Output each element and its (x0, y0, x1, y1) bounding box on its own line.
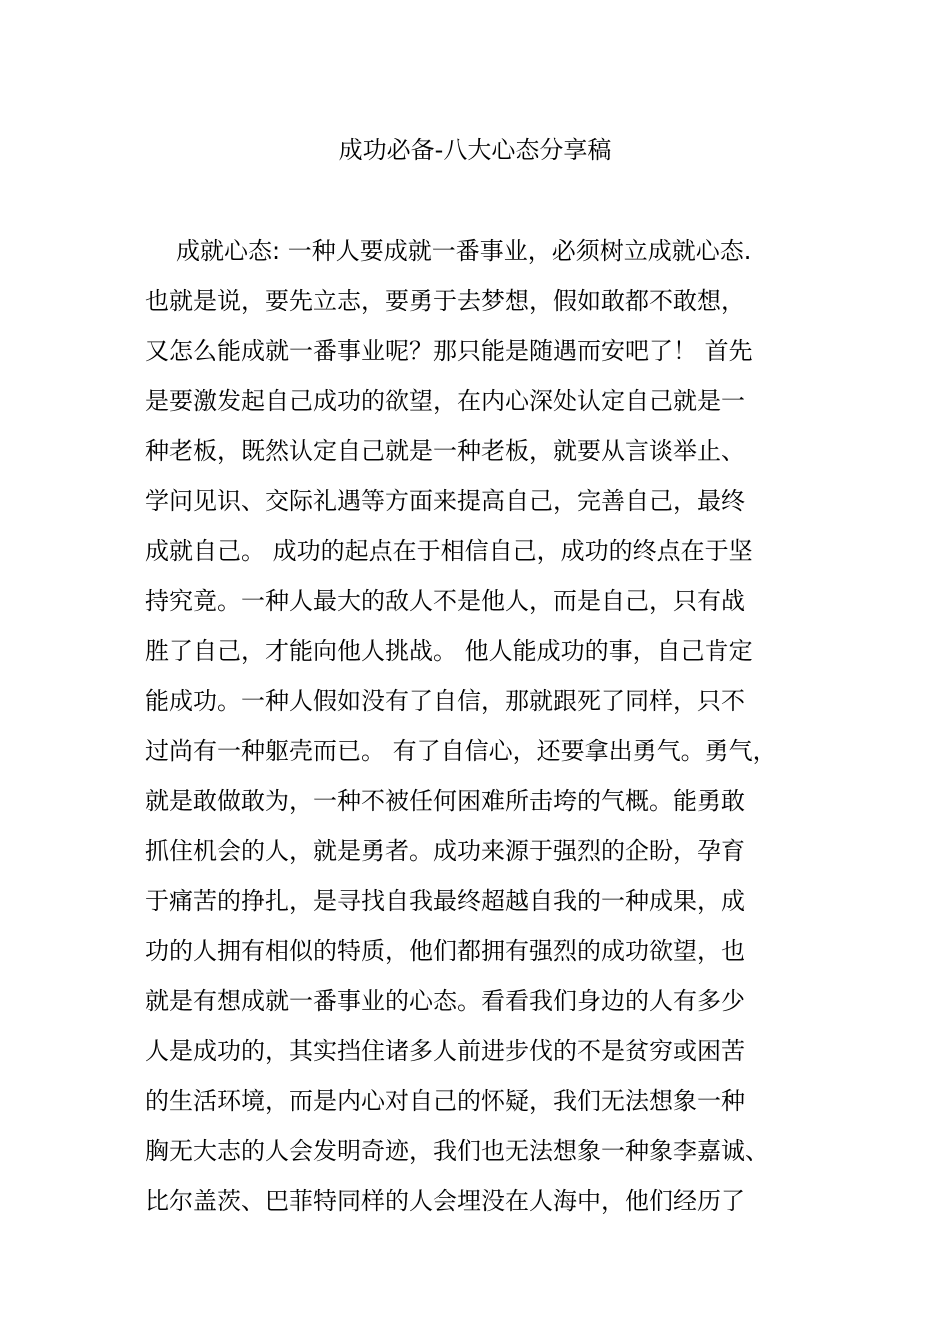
text-line: 于痛苦的挣扎，是寻找自我最终超越自我的一种成果，成 (145, 887, 745, 915)
text-line: 人是成功的，其实挡住诸多人前进步伐的不是贫穷或困苦 (145, 1037, 745, 1065)
text-line: 成就心态: 一种人要成就一番事业，必须树立成就心态. (176, 237, 752, 265)
text-line: 胜了自己，才能向他人挑战。 他人能成功的事，自己肯定 (145, 637, 753, 665)
text-line: 能成功。一种人假如没有了自信，那就跟死了同样，只不 (145, 687, 745, 715)
text-line: 功的人拥有相似的特质，他们都拥有强烈的成功欲望，也 (145, 937, 745, 965)
text-line: 就是有想成就一番事业的心态。看看我们身边的人有多少 (145, 987, 745, 1015)
text-line: 种老板，既然认定自己就是一种老板，就要从言谈举止、 (145, 437, 745, 465)
text-line: 比尔盖茨、巴菲特同样的人会埋没在人海中，他们经历了 (145, 1187, 745, 1215)
text-line: 是要激发起自己成功的欲望，在内心深处认定自己就是一 (145, 387, 745, 415)
document-title: 成功必备-八大心态分享稿 (338, 136, 612, 164)
text-line: 胸无大志的人会发明奇迹，我们也无法想象一种象李嘉诚、 (145, 1137, 769, 1165)
text-line: 成就自己。 成功的起点在于相信自己，成功的终点在于坚 (145, 537, 753, 565)
text-line: 过尚有一种躯壳而已。 有了自信心，还要拿出勇气。勇气， (145, 737, 777, 765)
text-line: 的生活环境，而是内心对自己的怀疑，我们无法想象一种 (145, 1087, 745, 1115)
text-line: 就是敢做敢为，一种不被任何困难所击垮的气概。能勇敢 (145, 787, 745, 815)
text-line: 学问见识、交际礼遇等方面来提高自己，完善自己，最终 (145, 487, 745, 515)
text-line: 抓住机会的人，就是勇者。成功来源于强烈的企盼，孕育 (145, 837, 745, 865)
document-body (145, 226, 805, 1226)
text-line: 也就是说，要先立志，要勇于去梦想，假如敢都不敢想， (145, 287, 745, 315)
text-line: 持究竟。一种人最大的敌人不是他人，而是自己，只有战 (145, 587, 745, 615)
text-line: 又怎么能成就一番事业呢？那只能是随遇而安吧了！ 首先 (145, 337, 753, 365)
